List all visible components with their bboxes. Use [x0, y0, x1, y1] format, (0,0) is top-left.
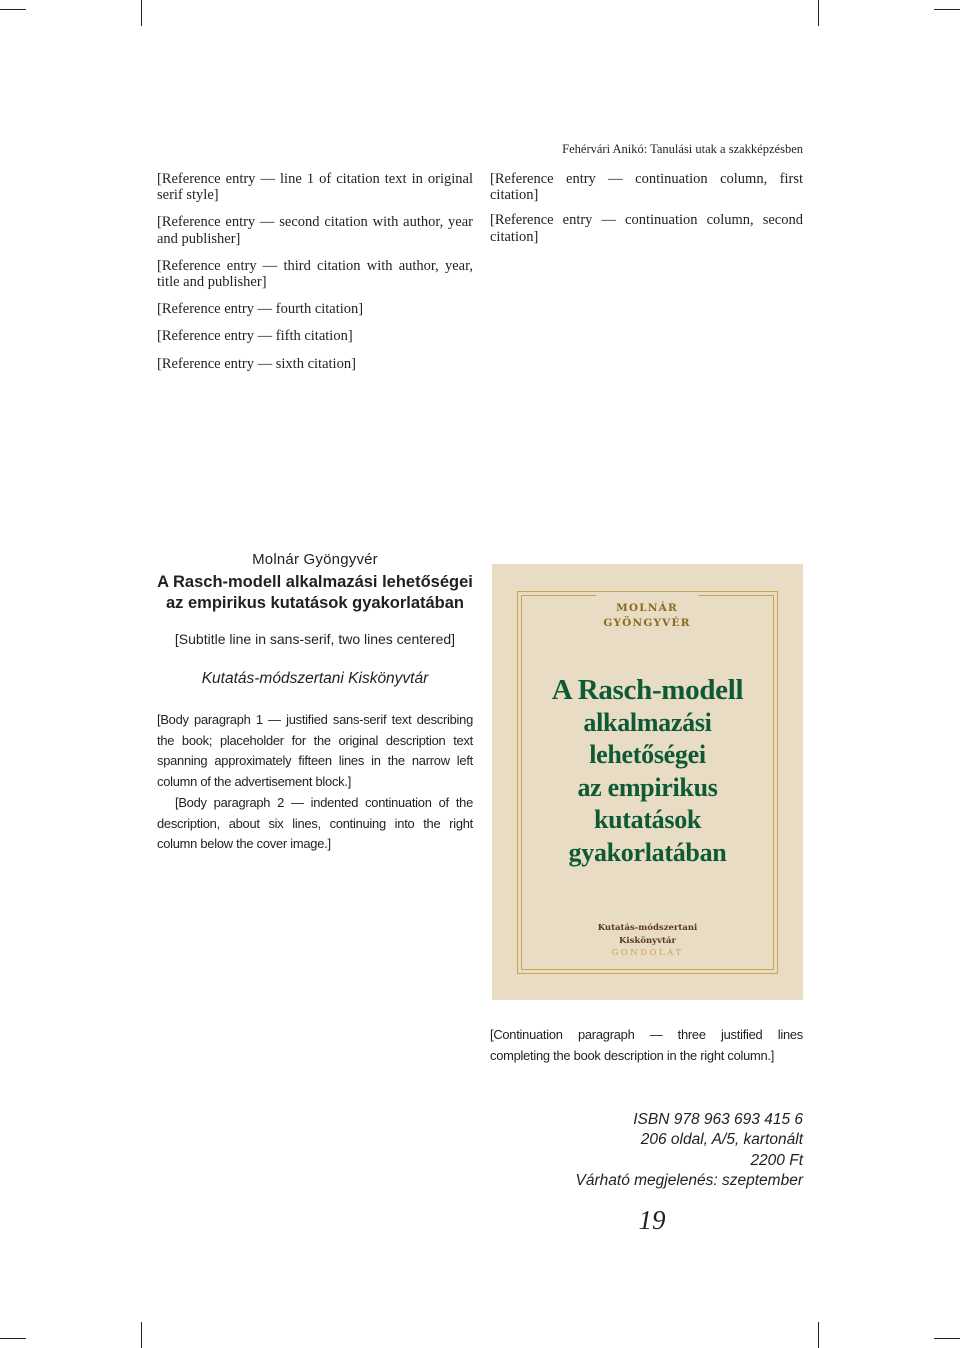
- book-description-paragraph: [Body paragraph 1 — justified sans-serif text describing the book; placeholder for the original description text spanning approximately fifteen lines in the narrow left column of the advertisement block.]: [157, 712, 473, 790]
- cover-title-line: kutatások: [593, 805, 702, 834]
- book-title: A Rasch-modell alkalmazási lehetőségei az empirikus kutatások gyakorlatában: [157, 573, 473, 612]
- crop-mark: [934, 1338, 960, 1339]
- reference-entry: [Reference entry — continuation column, first citation]: [490, 171, 803, 204]
- cover-title-line: lehetőségei: [589, 740, 706, 769]
- book-release: Várható megjelenés: szeptember: [575, 1171, 803, 1189]
- book-advertisement: [157, 551, 473, 855]
- page-number: 19: [638, 1205, 666, 1235]
- book-author: [157, 551, 473, 568]
- cover-publisher: GONDOLAT: [611, 948, 684, 958]
- crop-mark: [141, 1322, 142, 1348]
- reference-list-right: [490, 171, 803, 254]
- reference-entry: [Reference entry — line 1 of citation text in original serif style]: [157, 171, 473, 204]
- cover-series-line: Kiskönyvtár: [619, 935, 676, 946]
- reference-entry: [Reference entry — second citation with author, year and publisher]: [157, 214, 473, 247]
- cover-author-line: GYÖNGYVÉR: [603, 617, 691, 629]
- reference-entry: [Reference entry — fifth citation]: [157, 328, 353, 345]
- reference-entry: [Reference entry — sixth citation]: [157, 355, 356, 372]
- reference-entry: [Reference entry — third citation with author, year, title and publisher]: [157, 257, 473, 291]
- reference-entry: [Reference entry — continuation column, second citation]: [490, 212, 803, 245]
- crop-mark: [818, 0, 819, 26]
- book-cover-image: [492, 564, 803, 1000]
- book-isbn: ISBN 978 963 693 415 6: [633, 1111, 803, 1128]
- crop-mark: [934, 9, 960, 10]
- book-info: [490, 1110, 803, 1191]
- crop-mark: [0, 1338, 26, 1339]
- cover-title-line: az empirikus: [577, 772, 718, 802]
- book-format: 206 oldal, A/5, kartonált: [640, 1131, 803, 1149]
- cover-author-line: MOLNÁR: [616, 602, 678, 614]
- cover-title-line: A Rasch-modell: [551, 674, 744, 706]
- cover-series-box: [587, 916, 708, 968]
- book-subtitle: [Subtitle line in sans-serif, two lines centered]: [174, 631, 456, 647]
- author-last-name: Gyöngyvér: [303, 551, 378, 568]
- crop-mark: [818, 1322, 819, 1348]
- cover-series-line: Kutatás-módszertani: [597, 923, 698, 933]
- cover-title-line: alkalmazási: [583, 707, 712, 737]
- cover-author: [596, 594, 698, 638]
- crop-mark: [141, 0, 142, 26]
- book-price: 2200 Ft: [750, 1151, 803, 1169]
- book-description-continuation: [Continuation paragraph — three justified lines completing the book description in the right column.]: [490, 1027, 803, 1063]
- book-description-paragraph: [Body paragraph 2 — indented continuation of the description, about six lines, continuing into the right column below the cover image.]: [157, 794, 473, 852]
- crop-mark: [0, 9, 26, 10]
- book-series: Kutatás-módszertani Kiskönyvtár: [201, 670, 429, 687]
- author-first-name: Molnár: [252, 551, 300, 568]
- running-head: Fehérvári Anikó: Tanulási utak a szakképzésben: [562, 142, 803, 156]
- reference-list-left: [157, 171, 473, 383]
- cover-title-line: gyakorlatában: [568, 837, 727, 867]
- cover-title: [522, 674, 773, 869]
- reference-entry: [Reference entry — fourth citation]: [157, 301, 364, 318]
